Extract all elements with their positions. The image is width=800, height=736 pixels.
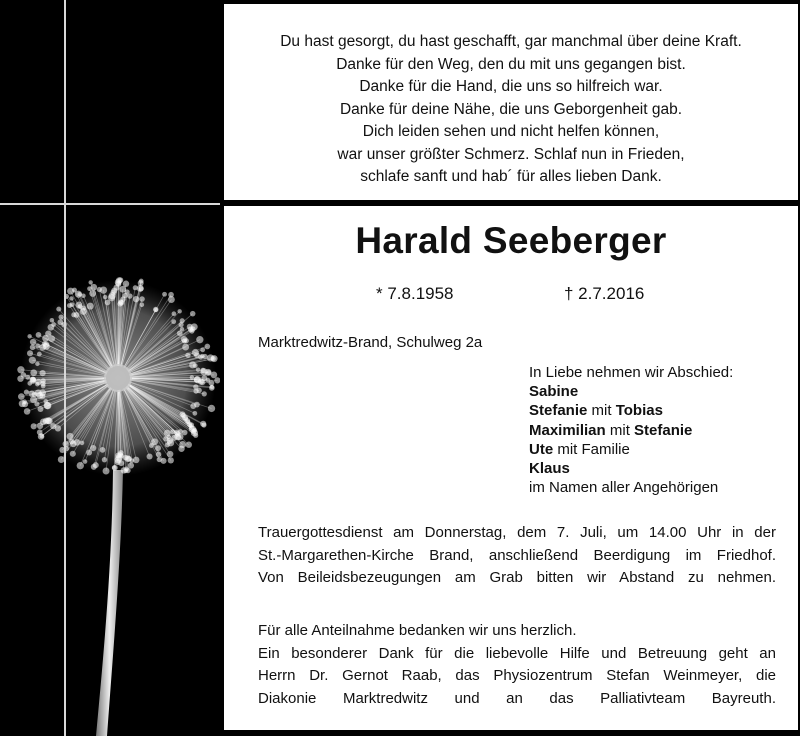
notice-frame bbox=[220, 0, 800, 736]
member-connector: mit bbox=[605, 421, 635, 439]
poem-line: schlafe sanft und hab´ für alles lieben Dank. bbox=[360, 168, 662, 185]
family-member bbox=[529, 382, 733, 401]
service-line: Von Beileidsbezeugungen am Grab bitten wir Abstand zu nehmen. bbox=[258, 569, 776, 586]
main-box bbox=[224, 206, 798, 730]
dandelion-panel bbox=[0, 0, 220, 736]
family-list bbox=[529, 363, 733, 497]
family-member bbox=[529, 401, 733, 420]
family-member bbox=[529, 421, 733, 440]
address: Marktredwitz-Brand, Schulweg 2a bbox=[258, 334, 483, 351]
poem-line: Du hast gesorgt, du hast geschafft, gar manchmal über deine Kraft. bbox=[280, 33, 742, 50]
service-line: St.-Margarethen-Kirche Brand, anschließend Beerdigung im Friedhof. bbox=[258, 546, 776, 564]
poem-box bbox=[224, 4, 798, 200]
poem-line: Danke für den Weg, den du mit uns gegangen bist. bbox=[336, 55, 686, 73]
thanks-line: Herrn Dr. Gernot Raab, das Physiozentrum Stefan Weinmeyer, die bbox=[258, 667, 776, 684]
member-name: Stefanie bbox=[529, 402, 588, 420]
member-name: Klaus bbox=[529, 460, 570, 478]
thanks-line: Diakonie Marktredwitz und an das Palliativteam Bayreuth. bbox=[258, 689, 776, 707]
cross-vertical bbox=[64, 0, 66, 736]
family-member bbox=[529, 459, 733, 478]
death-date: † 2.7.2016 bbox=[564, 284, 645, 303]
service-info bbox=[258, 522, 776, 590]
family-intro: In Liebe nehmen wir Abschied: bbox=[529, 364, 734, 381]
member-name: Maximilian bbox=[529, 421, 606, 439]
thanks-line: Ein besonderer Dank für die liebevolle Hilfe und Betreuung geht an bbox=[258, 644, 776, 662]
family-closing: im Namen aller Angehörigen bbox=[529, 479, 719, 497]
poem-line: Danke für die Hand, die uns so hilfreich war. bbox=[359, 78, 663, 95]
deceased-name: Harald Seeberger bbox=[355, 220, 667, 261]
birth-date: * 7.8.1958 bbox=[376, 284, 454, 303]
thanks-info bbox=[258, 620, 776, 710]
member-connector: mit bbox=[587, 402, 616, 420]
member-partner: Stefanie bbox=[634, 421, 693, 439]
poem-line: Danke für deine Nähe, die uns Geborgenheit gab. bbox=[339, 100, 683, 118]
family-member bbox=[529, 440, 733, 459]
poem bbox=[224, 31, 798, 189]
thanks-line: Für alle Anteilnahme bedanken wir uns herzlich. bbox=[258, 622, 577, 639]
member-name: Sabine bbox=[529, 383, 579, 401]
member-connector: mit Familie bbox=[553, 440, 630, 458]
dandelion-icon bbox=[0, 0, 220, 736]
member-partner: Tobias bbox=[615, 402, 663, 420]
service-line: Trauergottesdienst am Donnerstag, dem 7. Juli, um 14.00 Uhr in der bbox=[258, 524, 776, 541]
member-name: Ute bbox=[529, 440, 554, 458]
poem-line: war unser größter Schmerz. Schlaf nun in Frieden, bbox=[337, 145, 685, 163]
cross-horizontal bbox=[0, 203, 220, 205]
poem-line: Dich leiden sehen und nicht helfen können, bbox=[362, 123, 660, 140]
